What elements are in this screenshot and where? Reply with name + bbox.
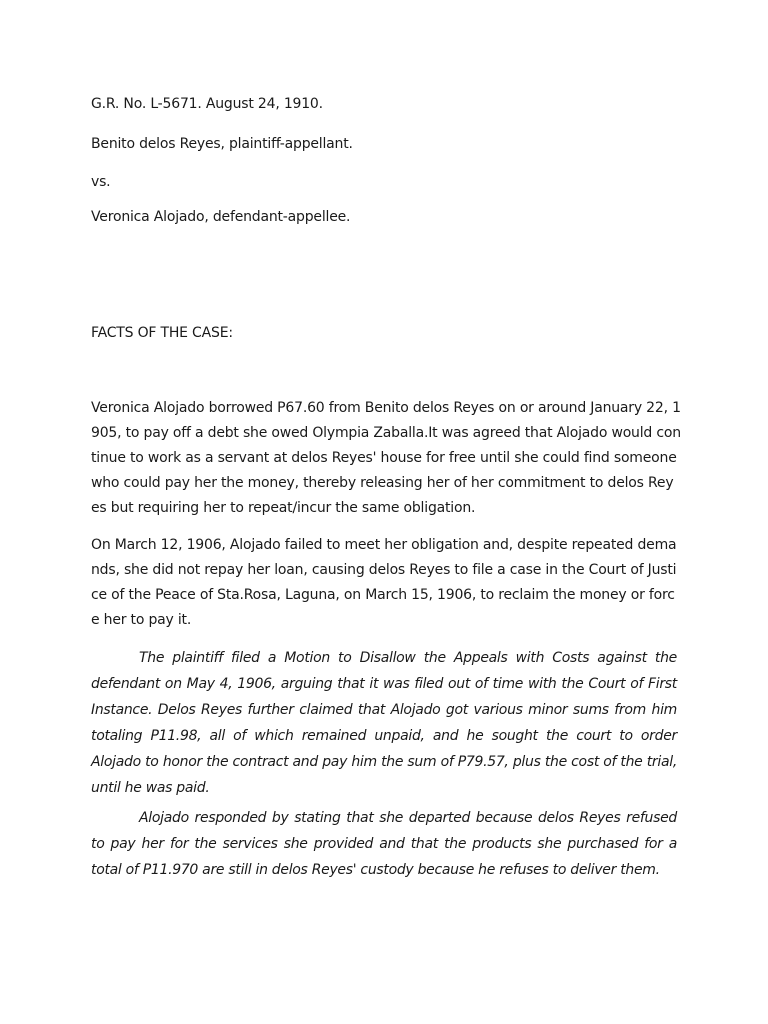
paragraph-3: The plaintiff filed a Motion to Disallow the Appeals with Costs against the defendant on May 4, 1906, arguing that it was filed out of time with the Court of First Instance. Delos Reyes further claimed that Alojado got various minor sums from him totaling P11.98, all of which remained unpaid, and he sought the court to order Alojado to honor the contract and pay him the sum of P79.57, plus the cost of the trial, until he was paid. <box>91 650 677 796</box>
section-heading: FACTS OF THE CASE: <box>91 325 233 341</box>
versus-line: vs. <box>91 174 111 190</box>
defendant-line: Veronica Alojado, defendant-appellee. <box>91 209 351 225</box>
paragraph-1: Veronica Alojado borrowed P67.60 from Benito delos Reyes on or around January 22, 1905, to pay off a debt she owed Olympia Zaballa.It was agreed that Alojado would continue to work as a servant at delos Reyes' house for free until she could find someone who could pay her the money, thereby releasing her of her commitment to delos Reyes but requiring her to repeat/incur the same obligation. <box>91 400 681 516</box>
case-number: G.R. No. L-5671. August 24, 1910. <box>91 96 323 112</box>
plaintiff-line: Benito delos Reyes, plaintiff-appellant. <box>91 136 353 152</box>
paragraph-4: Alojado responded by stating that she departed because delos Reyes refused to pay her for the services she provided and that the products she purchased for a total of P11.970 are still in delos Reyes' custody because he refuses to deliver them. <box>91 810 677 878</box>
paragraph-2: On March 12, 1906, Alojado failed to meet her obligation and, despite repeated demands, she did not repay her loan, causing delos Reyes to file a case in the Court of Justice of the Peace of Sta.Rosa, Laguna, on March 15, 1906, to reclaim the money or force her to pay it. <box>91 537 677 628</box>
